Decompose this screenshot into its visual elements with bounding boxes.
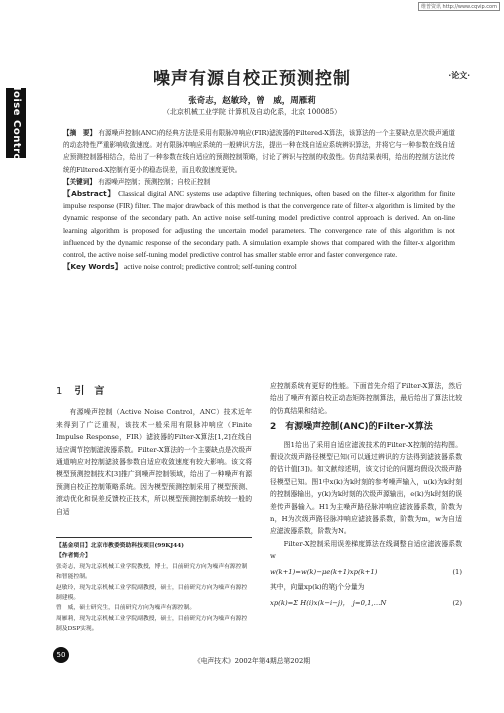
paper-title: 噪声有源自校正预测控制 [153,69,351,89]
fund-note: 【基金项目】北京市教委资助科技项目(99KJ44) [56,543,184,549]
section-1-heading [56,386,252,398]
abstract-cn-label: 【摘 要】 [63,129,97,137]
section-2-paragraph-3: 其中，向量xp(k)的第j个分量为 [270,583,365,592]
keywords-cn [63,176,455,188]
bio-label: 【作者简介】 [56,553,91,560]
section-1-number: 1 [56,386,63,397]
journal-footer: 《电声技术》2002年第4期总第202期 [193,657,311,665]
section-1-title: 引 言 [74,386,105,397]
section-1-paragraph: 有源噪声控制（Active Noise Control，ANC）技术近年来得到了广泛重视，该技术一般采用有限脉冲响应（Finite Impulse Response，FIR）滤波器的Filter-X算法[1,2]在线自适应调节控制滤波器系数。Filter-X算法的一个主要缺点是次级声通道响应对控制滤波器参数自适应收敛速度有较大影响。该文将模型预测控制技术[3]推广到噪声控制领域，给出了一种噪声有源预测自校正控制策略系统。因为模型预测控制采用了模型预测、滚动优化和误差反馈校正技术，所以模型预测控制系统较一般的自适 [56,408,252,516]
equation-2-body: xp(k)=Σ H(i)x(k−i−j)， j=0,1,…N [270,598,387,607]
abstract-cn-text: 有源噪声控制(ANC)的经典方法是采用有限脉冲响应(FIR)滤波器的Filtered-X算法，该算法的一个主要缺点是次级声通道的动态特性严重影响收敛速度。对有限脉冲响应系统的一般辨识方法，提出一种在线自适应系统辨识算法，并将它与一种参数在线自适应预测控制器相结合，给出了一种参数在线自适应的预测控制策略，讨论了辨识与控制的收敛性。仿真结果表明，给出的控制方法比传统的Filtered-X控制有更小的稳态误差，而且收敛速度更快。 [63,129,455,174]
abstract-en-text: Classical digital ANC systems use adaptive filtering techniques, often based on the filter-x algorithm for finite impulse response (FIR) filter. The major drawback of this method is that the convergence rate of filter-x algorithm is limited by the dynamic response of the secondary path. An active noise self-tuning model predictive control approach is derived. An on-line learning algorithm is proposed for adjusting the uncertain model parameters. The convergence rate of this algorithm is not influenced by the dynamic response of the secondary path. A simulation example shows that compared with the filter-x algorithm control, the active noise self-tuning model predictive control has smaller stable error and faster convergence rate. [63,189,455,260]
section-2-heading: 2 有源噪声控制(ANC)的Filter-X算法 [270,422,433,433]
keywords-cn-text: 有源噪声控制；预测控制；自校正控制 [98,177,211,186]
abstract-block [63,127,455,273]
equation-1-body: w(k+1)=w(k)−μe(k+1)xp(k+1) [270,567,378,576]
author-bio: 赵敏玲，现为北京机械工业学院副教授，硕士，目前研究方向为噪声有源控制建模。 [56,584,248,602]
abstract-cn [63,127,455,176]
section-2-paragraph-1: 图1给出了采用自适应滤波技术的Filter-X控制的结构图。假设次级声路径模型已知(可以通过辨识的方法得到滤波器系数的估计值[3])。如文献综述明，该文讨论的问题均假设次级声路径模型已知。图1中x(k)为k时刻的参考噪声输入，u(k)为k时刻的控制器输出，y(k)为k时刻的次级声源输出，e(k)为k时刻的误差传声器输入。H1为主噪声路径脉冲响应滤波器系数，阶数为n，H为次级声路径脉冲响应滤波器系数，阶数为m，w为自适应滤波器系数，阶数为N。 [270,440,462,536]
keywords-en-label: 【Key Words】 [63,262,123,272]
source-watermark: 维普资讯 http://www.cqvip.com [418,2,500,11]
side-tab-label: Noise Control [10,81,22,165]
left-column [56,380,252,518]
right-column [270,380,462,612]
article-type-tag: ·论文· [448,70,470,80]
author-list: 张奇志，赵敏玲，曾 威，周雁莉 [188,96,316,106]
section-2-paragraph-2: Filter-X控制采用误差梯度算法在线调整自适应滤波器系数w [270,539,462,561]
abstract-en [63,188,455,261]
author-bio: 张奇志，现为北京机械工业学院教授，博士，目前研究方向为噪声有源控制和智能控制。 [56,563,248,581]
equation-1 [270,566,462,578]
keywords-en-text: active noise control; predictive control; self-tuning control [123,262,297,272]
author-bio: 曾 威，硕士研究生，目前研究方向为噪声有源控制。 [56,605,196,612]
author-bio: 周雁莉，现为北京机械工业学院副教授，硕士，目前研究方向为噪声有源控制及DSP实现。 [56,615,248,633]
abstract-en-label: 【Abstract】 [63,189,116,199]
equation-2-number: (2) [452,598,462,607]
affiliation: （北京机械工业学院 计算机及自动化系，北京 100085） [162,108,342,116]
page-number: 50 [56,651,66,659]
footnotes [56,541,252,635]
intro-continued-paragraph: 应控制系统有更好的性能。下面首先介绍了Filter-X算法，然后给出了噪声有源自校正动态矩阵控制算法，最后给出了算法比较的仿真结果和结论。 [270,382,462,415]
keywords-en [63,261,455,273]
footnote-divider [56,537,252,538]
keywords-cn-label: 【关键词】 [63,177,96,186]
equation-2 [270,597,462,609]
equation-1-number: (1) [452,567,462,576]
